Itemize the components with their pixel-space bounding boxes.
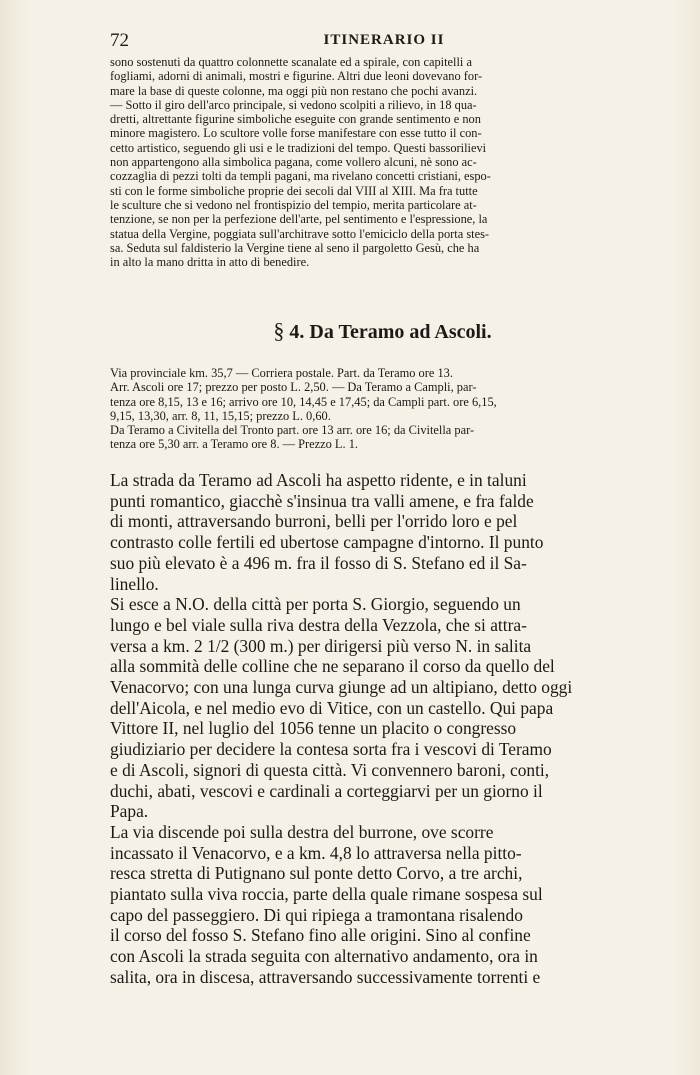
intro-paragraph: sono sostenuti da quattro colonnette scanalate ed a spirale, con capitelli a fogliami, adorni di animali, mostri e figurine. Altri due leoni dovevano for- mare la base di queste colonne, ma oggi più non restano che pochi avanzi. — Sotto il giro dell'arco principale, si vedono scolpiti a rilievo, in 18 qua- dretti, altrettante figurine simboliche eseguite con grande sentimento e non minore magistero. Lo scultore volle forse manifestare con esse tutto il con- cetto artistico, seguendo gli usi e le tradizioni del tempo. Questi bassorilievi non appartengono alla simbolica pagana, come vollero alcuni, nè sono ac- cozzaglia di pezzi tolti da templi pagani, ma rivelano concetti cristiani, espo- sti con le forme simboliche proprie dei secoli dal VIII al XIII. Ma fra tutte le sculture che si vedono nel frontispizio del tempio, merita particolare at- tenzione, se non per la perfezione dell'arte, pel sentimento e l'espressione, la statua della Vergine, poggiata sull'architrave sotto l'emiciclo della porta stes- sa. Seduta sul faldisterio la Vergine tiene al seno il pargoletto Gesù, che ha in alto la mano dritta in atto di benedire. [110, 55, 491, 270]
page-header [108, 30, 660, 52]
main-text [110, 470, 655, 988]
paragraph: La strada da Teramo ad Ascoli ha aspetto ridente, e in taluni punti romantico, giacchè s'insinua tra valli amene, e fra falde di monti, attraversando burroni, belli per l'orrido loro e pel contrasto colle fertili ed ubertose campagne d'intorno. Il punto suo più elevato è a 496 m. fra il fosso di S. Stefano ed il Sa- linello. [110, 470, 544, 594]
section-heading [110, 318, 655, 344]
section-symbol: § [273, 318, 285, 343]
running-title: ITINERARIO II [323, 32, 445, 48]
section-number: 4. [289, 321, 305, 343]
section-title: Da Teramo ad Ascoli. [309, 321, 492, 343]
paragraph: La via discende poi sulla destra del burrone, ove scorre incassato il Venacorvo, e a km. 4,8 lo attraversa nella pitto- resca stretta di Putignano sul ponte detto Corvo, a tre archi, piantato sulla viva roccia, parte della quale rimane sospesa sul capo del passeggiero. Di qui ripiega a tramontana risalendo il corso del fosso S. Stefano fino alle origini. Sino al confine con Ascoli la strada seguita con alternativo andamento, ora in salita, ora in discesa, attraversando successivamente torrenti e [110, 821, 543, 987]
paragraph: Si esce a N.O. della città per porta S. Giorgio, seguendo un lungo e bel viale sulla riva destra della Vezzola, che si attra- versa a km. 2 1/2 (300 m.) per dirigersi più verso N. in salita alla sommità delle colline che ne separano il corso da quello del Venacorvo; con una lunga curva giunge ad un altipiano, detto oggi dell'Aicola, e nel medio evo di Vitice, con un castello. Qui papa Vittore II, nel luglio del 1056 tenne un placito o congresso giudiziario per decidere la contesa sorta fra i vescovi di Teramo e di Ascoli, signori di questa città. Vi convennero baroni, conti, duchi, abati, vescovi e cardinali a corteggiarvi per un giorno il Papa. [110, 594, 573, 822]
page-number: 72 [110, 30, 129, 51]
travel-info: Via provinciale km. 35,7 — Corriera postale. Part. da Teramo ore 13. Arr. Ascoli ore 17; prezzo per posto L. 2,50. — Da Teramo a Campli, par- tenza ore 8,15, 13 e 16; arrivo ore 10, 14,45 e 17,45; da Campli part. ore 6,15, 9,15, 13,30, arr. 8, 11, 15,15; prezzo L. 0,60. Da Teramo a Civitella del Tronto part. ore 13 arr. ore 16; da Civitella par- tenza ore 5,30 arr. a Teramo ore 8. — Prezzo L. 1. [110, 366, 497, 452]
